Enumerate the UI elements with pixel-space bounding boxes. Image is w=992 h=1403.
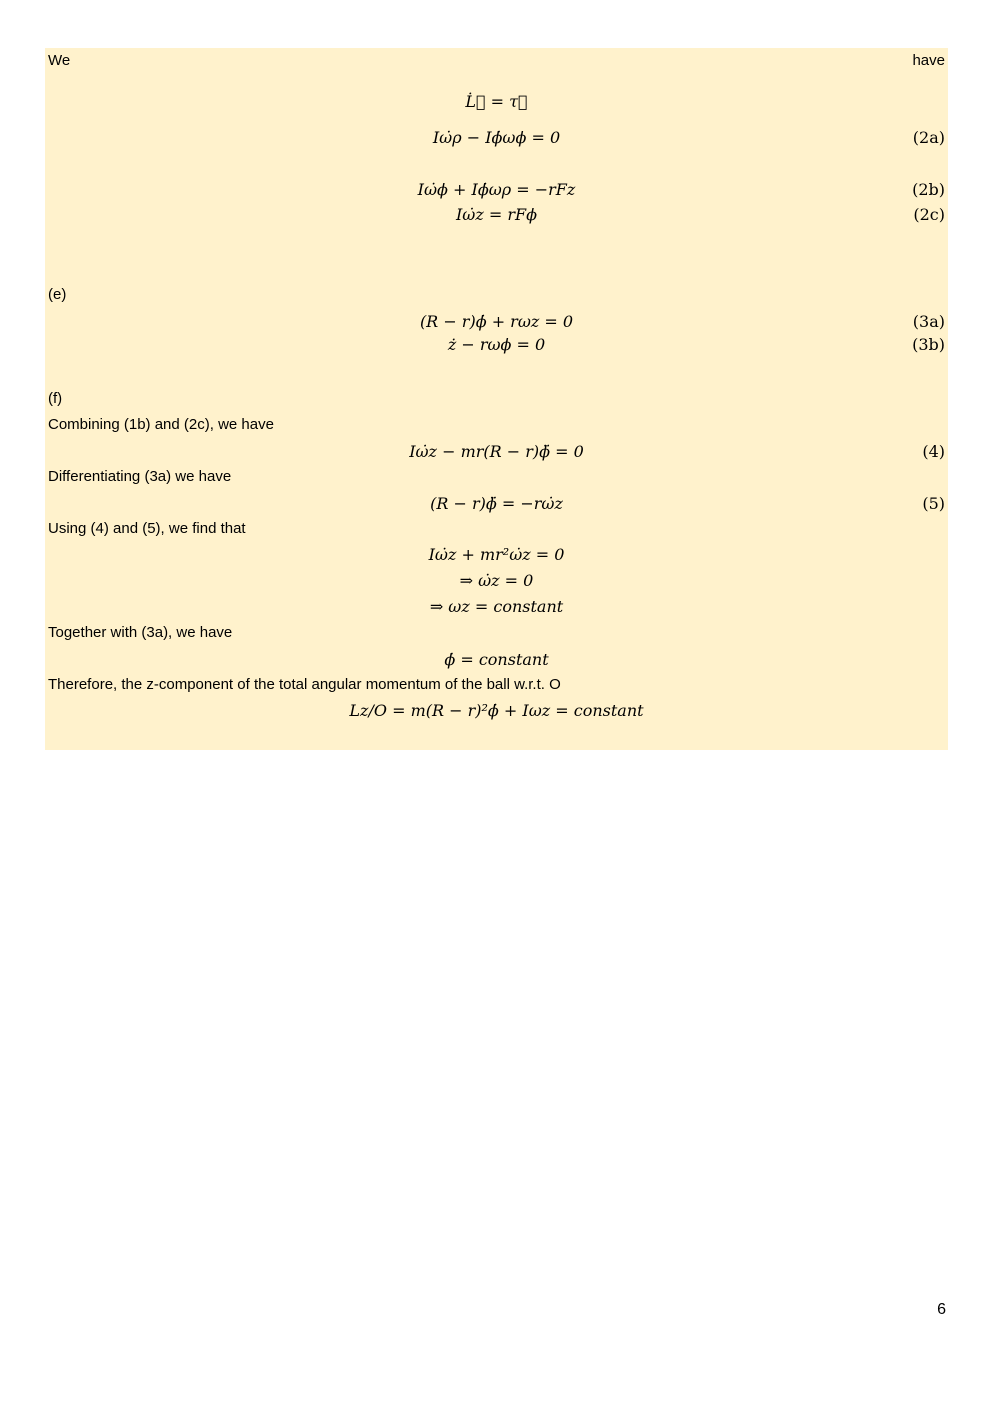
equation-2b xyxy=(45,179,948,201)
equation-text: Lz/O = m(R − r)²ϕ̇ + Iωz = constant xyxy=(349,701,644,720)
equation-4 xyxy=(45,441,948,463)
section-label-e xyxy=(45,284,948,306)
equation-angular-momentum-torque xyxy=(45,91,948,113)
paragraph-text: Using (4) and (5), we find that xyxy=(48,520,246,537)
text-line-we-have xyxy=(45,50,948,72)
text-combining xyxy=(45,414,948,436)
equation-3a xyxy=(45,311,948,333)
equation-text: (R − r)ϕ̈ = −rω̇z xyxy=(430,494,563,513)
text-we: We xyxy=(48,52,71,69)
text-using xyxy=(45,518,948,540)
equation-label: (2b) xyxy=(912,180,945,199)
equation-label: (5) xyxy=(922,494,945,513)
equation-implies-alpha xyxy=(45,570,948,592)
equation-label: (3a) xyxy=(912,312,945,331)
text-have: have xyxy=(912,52,945,69)
paragraph-text: Together with (3a), we have xyxy=(48,624,233,641)
equation-text: Iω̇z = rFϕ xyxy=(455,205,538,224)
equation-label: (3b) xyxy=(912,335,945,354)
equation-text: Iω̇z − mr(R − r)ϕ̈ = 0 xyxy=(409,442,584,461)
equation-text: L̇⃗ = τ⃗ xyxy=(465,92,528,111)
paragraph-text: Differentiating (3a) we have xyxy=(48,468,232,485)
equation-text: ⇒ ωz = constant xyxy=(429,597,564,616)
equation-label: (2a) xyxy=(912,128,945,147)
equation-phi-dot-constant xyxy=(45,649,948,671)
equation-5 xyxy=(45,493,948,515)
text-together xyxy=(45,622,948,644)
equation-text: ż − rωϕ = 0 xyxy=(447,335,546,354)
equation-text: Iω̇ρ − Iϕ̇ωϕ = 0 xyxy=(432,128,561,147)
equation-text: ⇒ ω̇z = 0 xyxy=(459,571,534,590)
equation-label: (4) xyxy=(922,442,945,461)
page-number: 6 xyxy=(937,1301,946,1318)
equation-text: (R − r)ϕ̇ + rωz = 0 xyxy=(419,312,574,331)
section-label-f xyxy=(45,388,948,410)
paragraph-text: Combining (1b) and (2c), we have xyxy=(48,416,274,433)
content-panel xyxy=(45,48,948,750)
section-text: (e) xyxy=(48,286,67,303)
paragraph-text: Therefore, the z-component of the total angular momentum of the ball w.r.t. O xyxy=(48,676,561,693)
equation-combined xyxy=(45,544,948,566)
equation-implies-omega xyxy=(45,596,948,618)
equation-label: (2c) xyxy=(913,205,945,224)
section-text: (f) xyxy=(48,390,63,407)
equation-2c xyxy=(45,204,948,226)
equation-2a xyxy=(45,127,948,149)
equation-angular-momentum-conserved xyxy=(45,700,948,722)
equation-text: Iω̇z + mr²ω̇z = 0 xyxy=(428,545,565,564)
equation-text: Iω̇ϕ + Iϕ̇ωρ = −rFz xyxy=(417,180,576,199)
text-differentiating xyxy=(45,466,948,488)
equation-3b xyxy=(45,334,948,356)
equation-text: ϕ̇ = constant xyxy=(444,650,549,669)
text-therefore xyxy=(45,674,948,696)
